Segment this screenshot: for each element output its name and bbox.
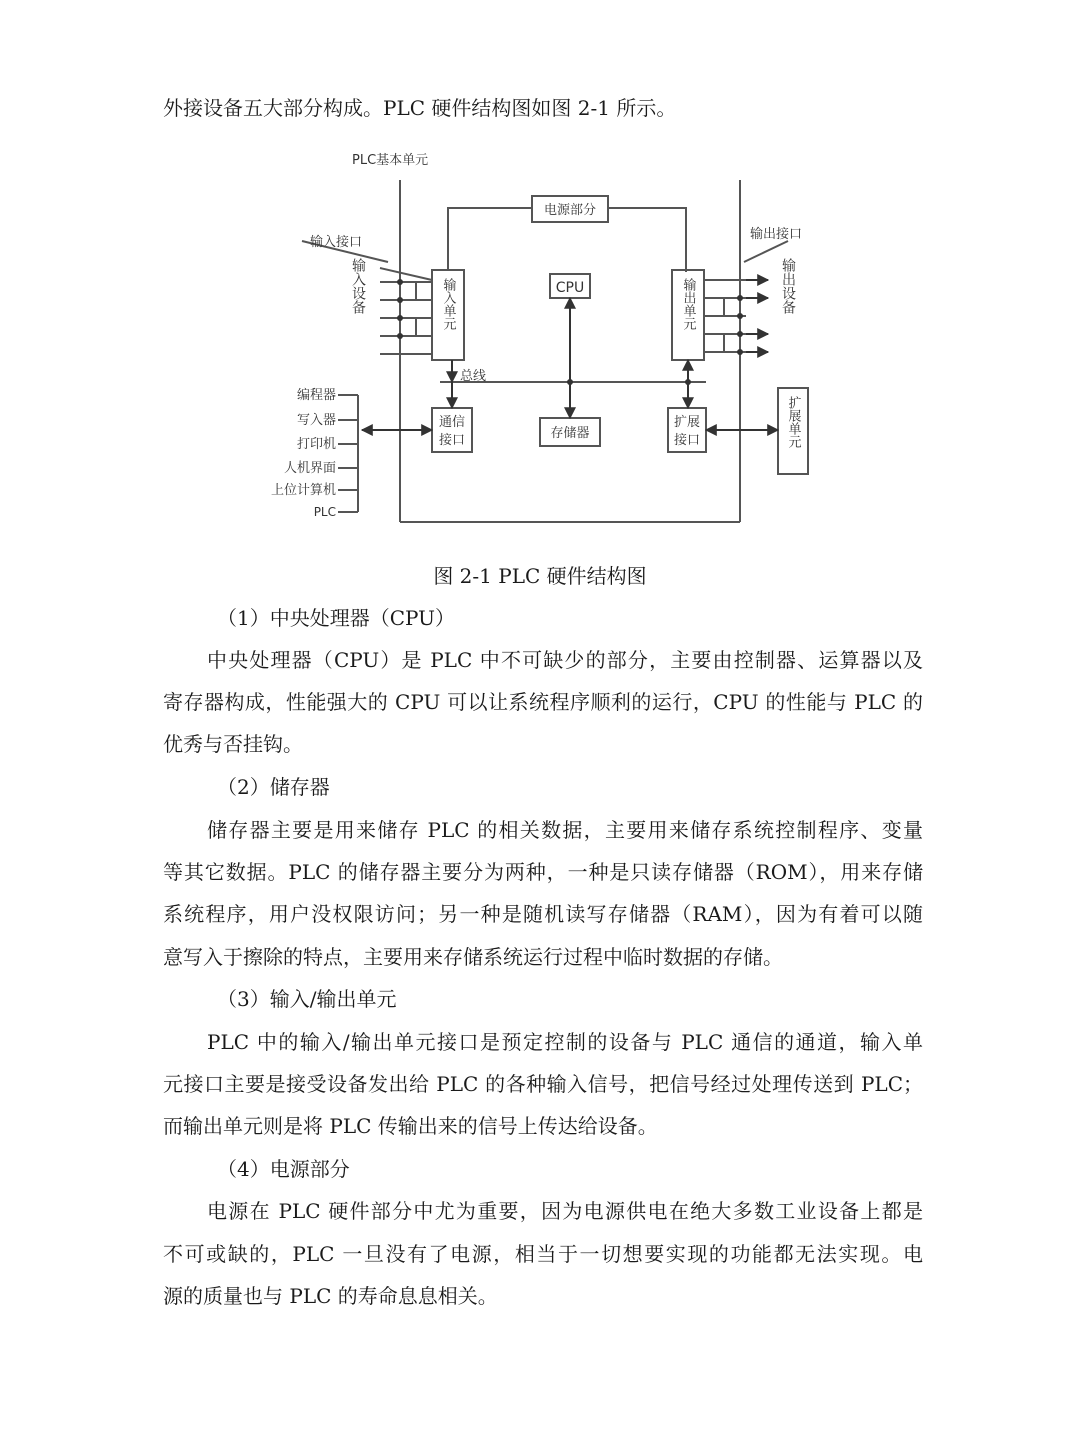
paragraph-line: 意写入于擦除的特点，主要用来存储系统运行过程中临时数据的存储。 — [163, 945, 783, 969]
input-interface-label: 输入接口 — [310, 235, 363, 250]
paragraph-line: 系统程序，用户没权限访问；另一种是随机读写存储器（RAM），因为有着可以随 — [163, 902, 923, 926]
ext-interface-label-2: 接口 — [673, 433, 701, 448]
plc-base-unit-label: PLC基本单元 — [352, 153, 429, 168]
section-heading: （2）储存器 — [217, 775, 330, 799]
output-devices-label: 输出设备 — [780, 258, 796, 314]
paragraph-line: 不可或缺的，PLC 一旦没有了电源，相当于一切想要实现的功能都无法实现。电 — [163, 1242, 923, 1266]
cpu-label: CPU — [555, 280, 585, 296]
paragraph-line: 寄存器构成，性能强大的 CPU 可以让系统程序顺利的运行，CPU 的性能与 PLC 的 — [163, 690, 923, 714]
peripheral-programmer: 编程器 — [296, 388, 336, 403]
plc-hardware-diagram — [0, 0, 1080, 560]
paragraph-line: PLC 中的输入/输出单元接口是预定控制的设备与 PLC 通信的通道，输入单 — [207, 1030, 923, 1054]
output-interface-label: 输出接口 — [750, 227, 803, 242]
paragraph-line: 储存器主要是用来储存 PLC 的相关数据，主要用来储存系统控制程序、变量 — [207, 818, 923, 842]
ext-interface-label-1: 扩展 — [673, 415, 701, 430]
section-heading: （1）中央处理器（CPU） — [217, 606, 455, 630]
comm-interface-label-2: 接口 — [438, 433, 466, 448]
peripheral-hmi: 人机界面 — [283, 461, 336, 476]
power-wire-right — [608, 208, 686, 272]
paragraph-line: 源的质量也与 PLC 的寿命息息相关。 — [163, 1284, 498, 1308]
memory-label: 存储器 — [550, 426, 590, 441]
paragraph-line: 中央处理器（CPU）是 PLC 中不可缺少的部分，主要由控制器、运算器以及 — [207, 648, 923, 672]
paragraph-line: 等其它数据。PLC 的储存器主要分为两种，一种是只读存储器（ROM），用来存储 — [163, 860, 923, 884]
peripheral-writer: 写入器 — [296, 413, 336, 428]
comm-interface-label-1: 通信 — [438, 415, 466, 430]
power-wire-left — [448, 208, 532, 270]
ext-unit-label: 扩展单元 — [785, 396, 801, 448]
paragraph-line: 而输出单元则是将 PLC 传输出来的信号上传达给设备。 — [163, 1114, 658, 1138]
power-label: 电源部分 — [543, 203, 597, 218]
intro-line: 外接设备五大部分构成。PLC 硬件结构图如图 2-1 所示。 — [163, 96, 677, 120]
peripheral-plc: PLC — [313, 505, 336, 519]
section-heading: （4）电源部分 — [217, 1157, 350, 1181]
section-heading: （3）输入/输出单元 — [217, 987, 397, 1011]
output-unit-label: 输出单元 — [680, 278, 696, 330]
paragraph-line: 元接口主要是接受设备发出给 PLC 的各种输入信号，把信号经过处理传送到 PLC； — [163, 1072, 923, 1096]
bus-label: 总线 — [460, 369, 487, 384]
paragraph-line: 优秀与否挂钩。 — [163, 732, 303, 756]
input-devices-label: 输入设备 — [350, 258, 366, 314]
figure-caption: 图 2-1 PLC 硬件结构图 — [433, 564, 647, 588]
peripheral-printer: 打印机 — [296, 437, 336, 452]
paragraph-line: 电源在 PLC 硬件部分中尤为重要，因为电源供电在绝大多数工业设备上都是 — [207, 1199, 923, 1223]
input-unit-label: 输入单元 — [440, 278, 456, 330]
peripheral-host-computer: 上位计算机 — [270, 483, 336, 498]
